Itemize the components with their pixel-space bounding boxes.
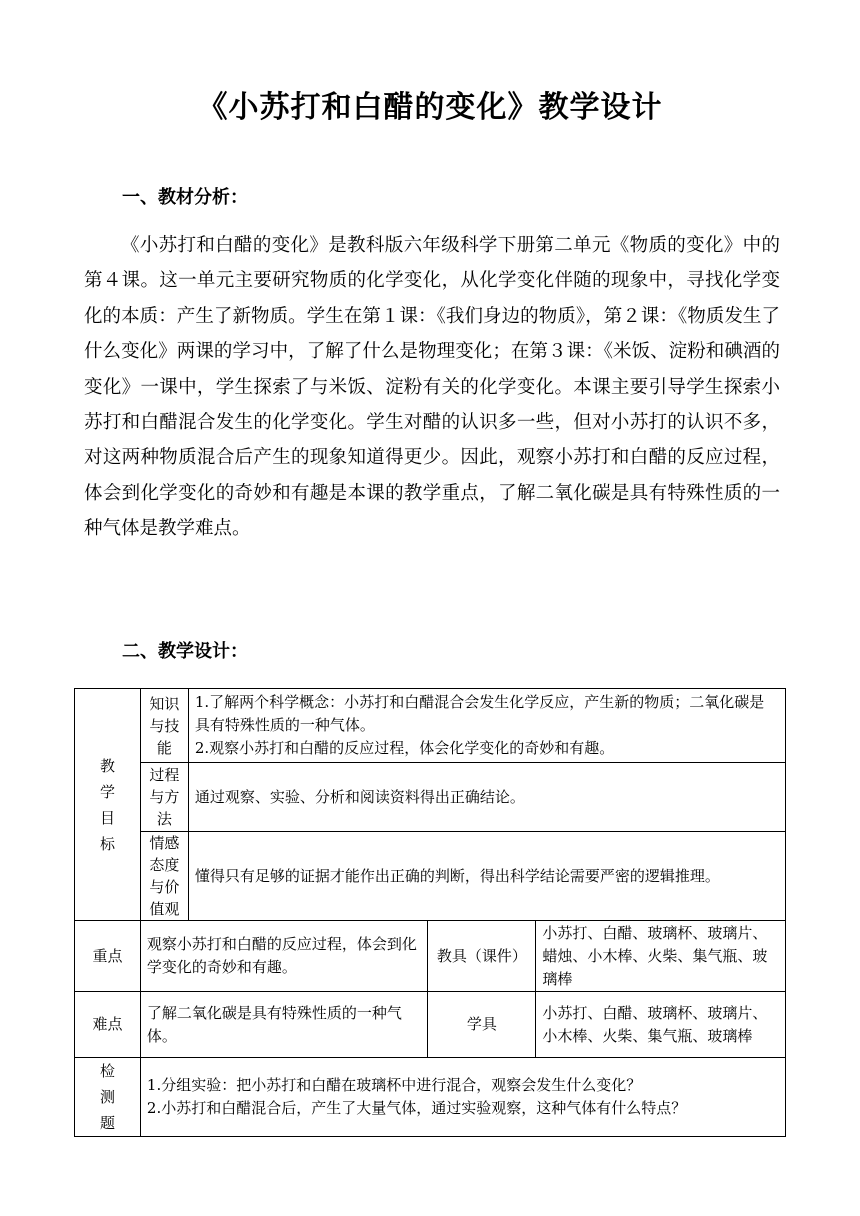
knowledge-cell <box>188 689 785 763</box>
goals-label: 教 学 目 标 <box>75 689 141 921</box>
key-text: 观察小苏打和白醋的反应过程，体会到化学变化的奇妙和有趣。 <box>140 921 428 992</box>
process-text: 通过观察、实验、分析和阅读资料得出正确结论。 <box>188 763 785 832</box>
table-row <box>75 1058 786 1137</box>
student-tools-text: 小苏打、白醋、玻璃杯、玻璃片、小木棒、火柴、集气瓶、玻璃棒 <box>536 992 786 1058</box>
test-label: 检 测 题 <box>75 1058 141 1137</box>
table-row <box>75 921 786 992</box>
emotion-text: 懂得只有足够的证据才能作出正确的判断，得出科学结论需要严密的逻辑推理。 <box>188 832 785 921</box>
difficulty-text: 了解二氧化碳是具有特殊性质的一种气体。 <box>140 992 428 1058</box>
emotion-label: 情感 态度 与价 值观 <box>140 832 188 921</box>
section-heading-design: 二、教学设计： <box>122 641 248 662</box>
table-row <box>75 832 786 921</box>
process-label: 过程 与方 法 <box>140 763 188 832</box>
table-row <box>75 689 786 763</box>
difficulty-label: 难点 <box>75 992 141 1058</box>
analysis-paragraph: 《小苏打和白醋的变化》是教科版六年级科学下册第二单元《物质的变化》中的第４课。这一单元主要研究物质的化学变化，从化学变化伴随的现象中，寻找化学变化的本质：产生了新物质。学生在第１课：《我们身边的物质》，第２课：《物质发生了什么变化》两课的学习中，了解了什么是物理变化；在第３课：《米饭、淀粉和碘酒的变化》一课中，学生探索了与米饭、淀粉有关的化学变化。本课主要引导学生探索小苏打和白醋混合发生的化学变化。学生对醋的认识多一些，但对小苏打的认识不多，对这两种物质混合后产生的现象知道得更少。因此，观察小苏打和白醋的反应过程，体会到化学变化的奇妙和有趣是本课的教学重点，了解二氧化碳是具有特殊性质的一种气体是教学难点。 <box>84 235 780 540</box>
table-row <box>75 992 786 1058</box>
lesson-plan-table <box>74 688 786 1137</box>
section-heading-analysis: 一、教材分析： <box>122 187 248 208</box>
knowledge-line-1: 1.了解两个科学概念：小苏打和白醋混合会发生化学反应，产生新的物质；二氧化碳是具有特殊性质的一种气体。 <box>194 693 765 734</box>
table-row <box>75 763 786 832</box>
document-title: 《小苏打和白醋的变化》教学设计 <box>197 90 663 125</box>
knowledge-line-2: 2.观察小苏打和白醋的反应过程，体会化学变化的奇妙和有趣。 <box>194 739 615 757</box>
student-tools-label: 学具 <box>428 992 536 1058</box>
test-cell <box>140 1058 785 1137</box>
key-label: 重点 <box>75 921 141 992</box>
teacher-tools-label: 教具（课件） <box>428 921 536 992</box>
test-question-1: 1.分组实验：把小苏打和白醋在玻璃杯中进行混合，观察会发生什么变化？ <box>146 1076 642 1094</box>
test-question-2: 2.小苏打和白醋混合后，产生了大量气体，通过实验观察，这种气体有什么特点？ <box>146 1099 687 1117</box>
knowledge-label: 知识 与技 能 <box>140 689 188 763</box>
teacher-tools-text: 小苏打、白醋、玻璃杯、玻璃片、蜡烛、小木棒、火柴、集气瓶、玻璃棒 <box>536 921 786 992</box>
